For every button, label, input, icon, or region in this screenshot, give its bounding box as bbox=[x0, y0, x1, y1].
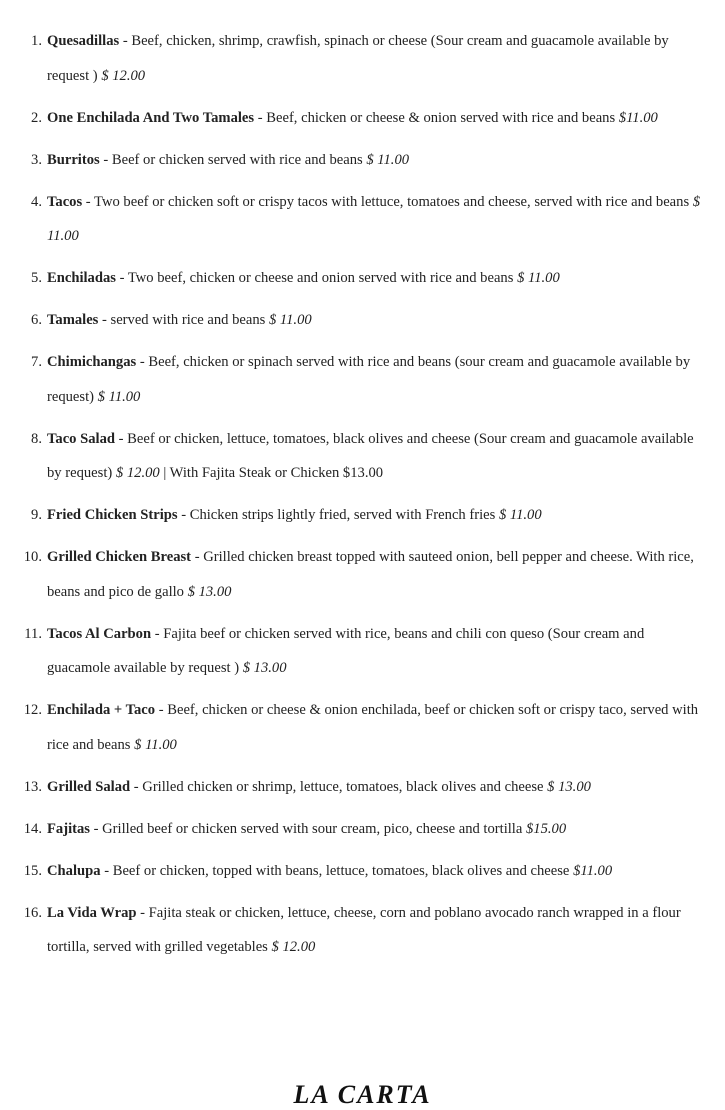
item-price: $ 13.00 bbox=[187, 583, 232, 600]
menu-item bbox=[31, 185, 705, 254]
item-description: - Beef, chicken or spinach served with rice and beans (sour cream and guacamole available by request) bbox=[47, 354, 691, 405]
menu-item bbox=[31, 261, 705, 296]
item-number: 12. bbox=[23, 702, 42, 718]
item-price: $ 11.00 bbox=[366, 151, 410, 168]
item-description: - Beef or chicken, topped with beans, lettuce, tomatoes, black olives and cheese bbox=[100, 862, 574, 879]
item-description: - Fajita beef or chicken served with rice, beans and chili con queso (Sour cream and guacamole available by request ) bbox=[47, 625, 645, 676]
item-number: 4. bbox=[31, 193, 42, 210]
item-price: $15.00 bbox=[526, 820, 567, 837]
menu-item bbox=[23, 540, 705, 609]
item-description: - Beef, chicken or cheese & onion served with rice and beans bbox=[254, 109, 619, 126]
item-name: Fajitas bbox=[47, 820, 90, 837]
menu-item bbox=[31, 498, 705, 533]
item-name: Fried Chicken Strips bbox=[47, 507, 178, 523]
menu-item bbox=[31, 101, 705, 136]
item-number: 9. bbox=[31, 507, 42, 523]
section-title: LA CARTA bbox=[293, 1080, 432, 1109]
item-price: $ 11.00 bbox=[97, 388, 141, 405]
menu-item bbox=[23, 812, 705, 847]
item-name: Quesadillas bbox=[47, 33, 120, 49]
item-description: - Two beef or chicken soft or crispy tacos with lettuce, tomatoes and cheese, served with rice and beans bbox=[82, 193, 693, 210]
item-number: 10. bbox=[23, 549, 42, 565]
menu-item bbox=[23, 896, 705, 965]
item-number: 11. bbox=[24, 625, 42, 642]
item-name: Tamales bbox=[47, 312, 99, 328]
item-price: $ 12.00 bbox=[271, 939, 316, 955]
item-description: - Grilled beef or chicken served with sour cream, pico, cheese and tortilla bbox=[89, 820, 526, 837]
item-name: Tacos bbox=[47, 193, 83, 210]
item-price: $ 11.00 bbox=[268, 312, 312, 328]
item-description: - Grilled chicken or shrimp, lettuce, tomatoes, black olives and cheese bbox=[130, 778, 548, 795]
item-description: - Beef or chicken served with rice and beans bbox=[99, 151, 367, 168]
menu-item bbox=[23, 693, 705, 762]
item-number: 1. bbox=[31, 33, 42, 49]
item-description: - Two beef, chicken or cheese and onion served with rice and beans bbox=[115, 270, 518, 286]
item-description: - Beef, chicken, shrimp, crawfish, spinach or cheese (Sour cream and guacamole available by request ) bbox=[47, 33, 669, 84]
item-name: Burritos bbox=[47, 151, 100, 168]
item-number: 6. bbox=[31, 312, 42, 328]
menu-item bbox=[23, 854, 705, 889]
item-number: 7. bbox=[31, 354, 42, 370]
item-description: - Beef or chicken, lettuce, tomatoes, black olives and cheese (Sour cream and guacamole available by request) bbox=[47, 430, 694, 481]
item-number: 14. bbox=[23, 820, 42, 837]
item-number: 2. bbox=[31, 109, 42, 126]
item-description: - Chicken strips lightly fried, served with French fries bbox=[177, 507, 499, 523]
item-name: Tacos Al Carbon bbox=[47, 625, 152, 642]
item-price: $ 11.00 bbox=[498, 507, 542, 523]
item-price: $ 12.00 bbox=[115, 465, 160, 481]
menu-item bbox=[31, 303, 705, 338]
item-number: 8. bbox=[31, 430, 42, 447]
item-name: Grilled Salad bbox=[47, 778, 131, 795]
item-extra: | With Fajita Steak or Chicken $13.00 bbox=[159, 465, 384, 481]
menu-item bbox=[23, 770, 705, 805]
item-price: $11.00 bbox=[573, 862, 613, 879]
item-price: $ 13.00 bbox=[547, 778, 591, 795]
menu-item bbox=[31, 24, 705, 93]
item-name: Chalupa bbox=[47, 862, 101, 879]
menu-item bbox=[31, 422, 705, 491]
item-description: - Beef, chicken or cheese & onion enchilada, beef or chicken soft or crispy taco, served with rice and beans bbox=[47, 702, 699, 753]
item-name: Grilled Chicken Breast bbox=[47, 549, 192, 565]
menu-item bbox=[24, 617, 705, 686]
item-name: Enchilada + Taco bbox=[47, 702, 156, 718]
item-price: $ 11.00 bbox=[517, 270, 560, 286]
item-name: One Enchilada And Two Tamales bbox=[47, 109, 255, 126]
item-name: Chimichangas bbox=[47, 354, 137, 370]
item-description: - served with rice and beans bbox=[98, 312, 269, 328]
item-price: $11.00 bbox=[618, 109, 658, 126]
item-number: 13. bbox=[23, 778, 42, 795]
item-name: La Vida Wrap bbox=[47, 904, 137, 921]
item-price: $ 12.00 bbox=[101, 67, 146, 84]
menu-item bbox=[31, 143, 705, 178]
item-description: - Grilled chicken breast topped with sauteed onion, bell pepper and cheese. With rice, beans and pico de gallo bbox=[47, 549, 694, 600]
item-description: - Fajita steak or chicken, lettuce, cheese, corn and poblano avocado ranch wrapped in a flour tortilla, served with grilled vegetables bbox=[47, 904, 681, 955]
item-price: $ 13.00 bbox=[242, 660, 287, 676]
item-number: 15. bbox=[23, 862, 42, 879]
item-price: $ 11.00 bbox=[134, 736, 177, 753]
item-price: $ 11.00 bbox=[47, 193, 701, 244]
item-name: Enchiladas bbox=[47, 270, 116, 286]
item-number: 16. bbox=[23, 904, 42, 921]
item-number: 5. bbox=[31, 270, 42, 286]
item-name: Taco Salad bbox=[47, 430, 115, 447]
menu-item bbox=[31, 345, 705, 414]
item-number: 3. bbox=[31, 151, 42, 168]
